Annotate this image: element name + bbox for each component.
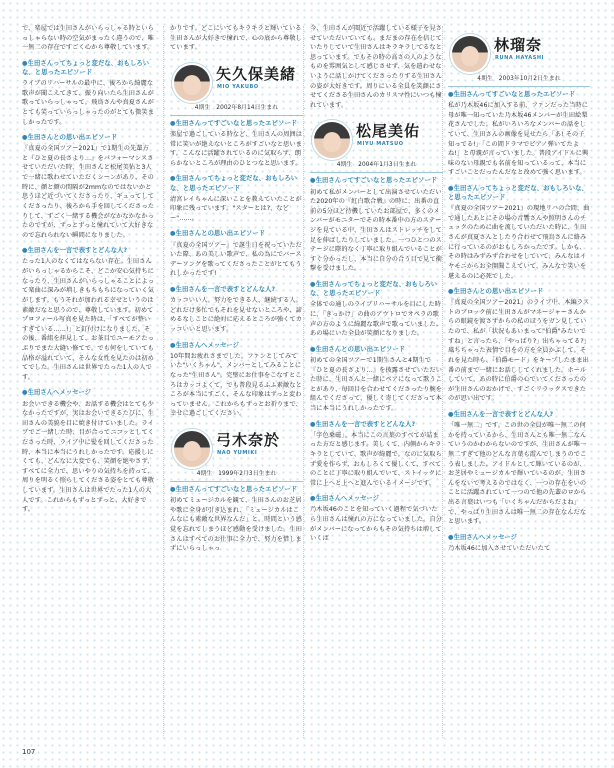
body-paragraph: かりです。どこにいてもキラキラと輝いている生田さんが大好きで憧れで、心の底から尊敬しています。	[170, 25, 302, 52]
body-paragraph: 10年間お疲れさまでした。ファンとしてみていた"いくちゃん"、メンバーとしてみることになった"生田さん"。完璧にお仕事をこなすところはカッコよくて、でも普段見るふふ素敵なところが本当にすごく、そんな印象はずっと変わっていません。これからもずっとお祈りまで、幸せに過ごしてください。	[170, 352, 302, 418]
question-heading: ●生田さんとの思い出エピソード	[22, 134, 118, 142]
body-paragraph: 楽屋で過ごしている時など、生田さんの周囲は常に笑いが絶えないところがすごいなと思います。こんなに活躍されているのに気取らず、朗らかないところが理由のひとつなと思います。	[170, 130, 303, 167]
member-name-romaji: NAO YUMIKI	[217, 449, 258, 456]
body-paragraph: 初めて私がメンバーとして出演させていただいた2020年の『紅白歌合戦』の時に、出番の直前の5分ほど待機していたお部屋で、多くのメンバーがモニターでその時本番中の方のステージを見ている中、生田さんはストレッチをして足を伸ばしたりしていました。一つひとつのステージに際的なく丁寧に取り組んでいることがすぐ分かったし、本当に自分の合う目で見て衝撃を受けました。	[310, 188, 443, 273]
question-heading: ●生田さんってすごいなと思ったエピソード	[310, 177, 438, 185]
member-name-romaji: MIO YAKUBO	[217, 83, 259, 90]
question-heading: ●生田さんとの思い出エピソード	[448, 288, 544, 296]
text-column-3	[310, 24, 443, 744]
member-photo	[172, 429, 212, 469]
member-profile	[448, 30, 590, 84]
member-photo	[312, 120, 352, 160]
member-name: 松尾美佑	[356, 122, 421, 141]
column-divider	[303, 26, 304, 738]
question-heading: ●生田さんへメッセージ	[310, 495, 380, 503]
member-birth-info: 4期生 2004年1月3日生まれ	[310, 161, 443, 173]
body-paragraph: お会いできる機会や、お話する機会はとても少なかったですが、実はお会いできるたびに、生田さんの美貌を目に焼き付けていました。ライブでご一緒した時、目が合ってニコッとしてくださった時、ライブ中に髪を回してくださった時、本当に本当にうれしかったです。応援しにくても、どんなに大変でも、笑顔を絶やさず、すべてに全力で、思いやりの気持ちを持って、周りを明るく照らしてくださる姿をとても尊敬しています。生田さんは世界でたった1人の大人です。これからもずっとずっと、大好きです。	[22, 400, 155, 514]
question-heading: ●生田さんってすごいなと思ったエピソード	[170, 119, 298, 127]
member-profile	[170, 59, 303, 113]
text-column-2	[170, 24, 303, 744]
member-name: 弓木奈於	[216, 430, 281, 449]
member-birth-info: 4期生 1999年2月3日生まれ	[170, 470, 303, 482]
question-heading: ●生田さんへメッセージ	[22, 389, 92, 397]
question-heading: ●生田さんを一言で表すとどんな人?	[170, 286, 276, 294]
question-heading: ●生田さんってちょっと変だな、おもしろいな、と思ったエピソード	[170, 175, 298, 192]
body-paragraph: 『真夏の全国ツアー2021』で1期生の先輩方と『ひと夏の長さより…』をパフォーマンスさせていただいた時、生田さんと松尾美佑と3人で一緒に歌わせていただくシーンがあり、その時に、顔と顔の間隔が2mmなのではないかと思うほど近づいてくださったり、ギュってしてくださったり、後ろから手を回してくださったりして、すごく一緒する機会がなかなかなかったのですが、ずっとずっと憧れていて大好きなので忘れられない瞬間になりました。	[22, 145, 155, 239]
question-heading: ●生田さんってすごいなと思ったエピソード	[448, 91, 576, 98]
page-number: 107	[22, 748, 36, 756]
member-name-romaji: MIYU MATSUO	[357, 141, 404, 148]
body-paragraph: カッコいい人。努力をできる人、継続する人。どれだけ多忙でもそれを見せないところや、諦めるなしことに絶対に応えるところが強くてカッコいいと思います。	[170, 297, 303, 333]
body-paragraph: 初めての全国ツアーで1期生さんと4期生で『ひと夏の長さより…』を披露させていただいた時に、生田さんと一緒にペアになって歌うことがあり、毎回目を合わせてくださったり腕を組んでくださって、優しく寄してくださって本当に本当にうれしかったです。	[310, 356, 443, 412]
body-paragraph: 『真夏の全国ツアー2021』の現地リハの合間、曲で通したあとにその場の音響さんや照明さんのチェックのために曲を流していただいた時に、生田さんが真夏さんとしたり合わせて飛鳥さんに絡みに行っているのがおもしろかったです。しかも、その時はみずみず合わせをしていて、みんなはイヤモニからお全開聞こえていて、みんなで笑いを堪えるのに必死でした。	[448, 205, 590, 280]
body-paragraph: 「字色乗磁」。本当にこの言葉のすべてが詰まった方だと感じます。美しくて、内側からキラキラとしていて、歌声が綺麗で。なのに気取らず愛を作らず、おもしろくて優しくて、すべてのことに丁寧に取り組んでいて、ストイックに常に上へと上へと進んでいるイメージです。	[310, 431, 442, 487]
member-birth-info: 4期生 2002年8月14日生まれ	[170, 104, 303, 116]
question-heading: ●生田さんってすごいなと思ったエピソード	[170, 485, 298, 493]
body-paragraph: 「唯一無二」です。この世の全員が唯一無二の何かを持っているから、生田さんとも唯一無二なんていうのかわからないのですが、生田さんが唯一無二すぎて他のどんな言葉も霞んでしまうのでこう表しました。アイドルとして輝いているのが、お芝居やミュージカルで輝いているのが、生田さんをないで考えるのではなく、一つの存在をいのことに活躍されていて一つので他の先輩のロから出る言葉はいつも「いくちゃんだからだよね」で、やっぱり生田さんは唯一無二の存在なんだなと思います。	[448, 422, 587, 526]
body-paragraph: 乃木坂46に加入させていただいたて	[448, 544, 551, 552]
body-paragraph: 私が乃木坂46に加入する前、ファンだった当時に母が唯一知っていた乃木坂46メンバーが生田絵梨花さんでした。私がいろいろなメンバーの話をしていて、生田さんの画像を見せたら「あ! その子知ってる!」「この間ドラマでピアノ弾いてたよね!」と母親が言っていました。普段アイドルに興味のない母親でも名前を知っているって、本当にすごいことだったんだなと改めて強く思います。	[448, 102, 589, 177]
column-divider	[163, 26, 164, 738]
question-heading: ●生田さんを一言で表すとどんな人?	[22, 247, 128, 255]
body-paragraph: 清宮レイちゃんに深いことを教えていたことが印象に残っています。"スターとは?、などー"……。	[170, 195, 302, 222]
body-paragraph: 乃木坂46のことを知っていく過程で気づいたら生田さんは憧れの方になっていました。自分がメンバーになってからもその気持ちは増していくば	[310, 506, 443, 543]
question-heading: ●生田さんとの思い出エピソード	[310, 345, 406, 353]
member-profile	[170, 425, 303, 479]
body-paragraph: で、楽屋では生田さんがいらっしゃる時といらっしゃらない時の空気がまったく違うので、唯一無二の存在ですごく心から尊敬しています。	[22, 25, 154, 52]
member-profile	[310, 116, 443, 170]
question-heading: ●生田さんへメッセージ	[170, 341, 240, 349]
body-paragraph: たった1人のなくてはならない存在。生田さんがいらっしゃるからこそ、どこか安心気持ちになったり、生田さんがいらっしゃることによって楽曲に深みが増しきもちもちになっていく気がします。もうそれが加われる幸せというのは素敵だなと思うので、尊敬しています。初めてプロフィール写真を見た時は、「すべてが整いすぎている……!」と釘付けになりました。その後、番組を拝見して、お茶目でユーモアたっぷりでまた大縫い修てで。でも何をしていても品格が溢れていて、そんな女性を見たのは初めてでした。生田さんは世界でたった1人の人です。	[22, 258, 155, 381]
body-paragraph: 『真夏の全国ツアー2021』のライブ中、本編ラストのブロック前に生田さんがマネージャーさんからの眼鏡を渡さずからの私のほうをガン見していたので、私が「状況もあいまって"伯爵"みたいですね」と言ったら、「やっぱり?」出ちゃってる?」風ちちゃった表情で目をの方を全員かぶして。それを見た時も、「伯爵モード」をキープしたまま出番の前まで一緒にお話ししてくれました。ホールしていて、あの時に伯爵の心でいてくださったのが生田さんのおかげで、すごくリラックスできたのが思い出です。	[448, 299, 590, 403]
text-column-4	[448, 24, 590, 744]
body-paragraph: 今、生田さんが閲近で活躍している様子を見させていただいていても、まだまの存在を信じていたりしていて生田さんはキラキラしてるなと思っています。でもその時の高さの人のようなものを雰囲気として感じさせず、気を遣わせないように話しかけてくださったりする生田さんの姿が大好きです。周りにいる全員を笑顔にさせてくださる生田さんのカリスマ性にいつも憧れています。	[310, 25, 443, 109]
body-paragraph: 全体での通しのライブリハーサルを目にした時に、「きっかけ」の曲のアウトロでオペラの歌声の方のように綺麗な歌声で歌っていました。あの場にいた全員が笑顔になりました。	[310, 301, 443, 338]
member-photo	[450, 34, 490, 74]
text-column-1	[22, 24, 155, 744]
member-photo	[172, 63, 212, 103]
question-heading: ●生田さんってちょっと変だな、おもしろいな、と思ったエピソード	[22, 59, 150, 76]
body-paragraph: 『真夏の全国ツアー』で誕生日を祝っていただいた際、あの美しい歌声で、私の為にでバースデーソングを歌ってくださったことがとてもうれしかったです!	[170, 241, 302, 278]
question-heading: ●生田さんってちょっと変だな、おもしろいな、と思ったエピソード	[310, 281, 438, 298]
question-heading: ●生田さんとの思い出エピソード	[170, 230, 266, 238]
body-paragraph: 初めてミュージカルを観て、生田さんのお芝居や歌に全身が引き込まれ、「ミュージカルはこんなにも素敵な世界なんだ」と。時間という感覚を忘れてしまうほど感動を受けました。生田さんはすべてのお仕事に全力で、努力を惜しまずにいらっしゃっ	[170, 497, 303, 553]
question-heading: ●生田さんを一言で表すとどんな人?	[310, 420, 416, 428]
body-paragraph: ライブのリハーサルの最中に、後ろから綺麗な歌声が聞こえてきて、振り向いたら生田さんが歌っていらっしゃって。飛鳥さんや真夏さんがとても笑っていらっしゃったのがとても微笑ましかったです。	[22, 80, 155, 126]
member-birth-info: 4期生 2003年10月2日生まれ	[448, 75, 590, 87]
member-name: 林瑠奈	[494, 36, 543, 54]
question-heading: ●生田さんってちょっと変だな、おもしろいな、と思ったエピソード	[448, 185, 588, 202]
question-heading: ●生田さんを一言で表すとどんな人?	[448, 410, 554, 418]
member-name: 矢久保美緒	[216, 64, 297, 83]
question-heading: ●生田さんへメッセージ	[448, 533, 518, 541]
member-name-romaji: RUNA HAYASHI	[495, 55, 545, 61]
